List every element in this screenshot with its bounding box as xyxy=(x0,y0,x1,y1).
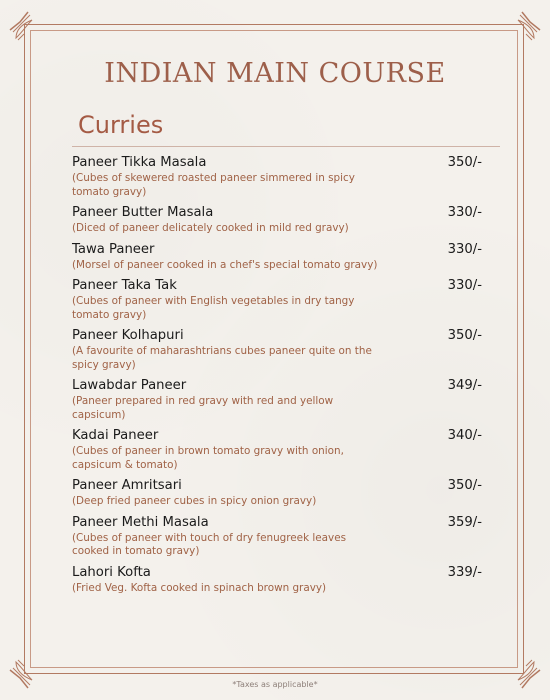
menu-item-description: (Paneer prepared in red gravy with red and yellow capsicum) xyxy=(72,395,334,421)
menu-item-name: Paneer Butter Masala xyxy=(72,205,214,220)
menu-item xyxy=(72,515,490,559)
menu-item-price: 330/- xyxy=(447,241,482,257)
menu-item-description: (A favourite of maharashtrians cubes paneer quite on the spicy gravy) xyxy=(72,345,372,371)
menu-item-name: Paneer Tikka Masala xyxy=(72,155,207,170)
menu-item-price: 330/- xyxy=(447,278,482,293)
section-divider xyxy=(72,146,500,147)
corner-ornament-icon xyxy=(506,10,542,46)
menu-item-name: Paneer Taka Tak xyxy=(72,278,177,293)
menu-item xyxy=(72,428,490,472)
menu-item xyxy=(72,378,490,422)
menu-title: INDIAN MAIN COURSE xyxy=(104,58,446,89)
menu-item-name: Lahori Kofta xyxy=(72,564,151,580)
section-heading: Curries xyxy=(78,111,164,139)
menu-item-name: Paneer Methi Masala xyxy=(72,514,209,530)
menu-item xyxy=(72,242,490,273)
menu-item-price: 350/- xyxy=(447,328,482,343)
menu-item-name: Tawa Paneer xyxy=(72,241,155,257)
menu-item-description: (Deep fried paneer cubes in spicy onion gravy) xyxy=(72,495,317,507)
menu-item-price: 350/- xyxy=(447,155,482,170)
menu-item-name: Lawabdar Paneer xyxy=(72,378,187,393)
corner-ornament-icon xyxy=(8,10,44,46)
menu-item-description: (Diced of paneer delicately cooked in mild red gravy) xyxy=(72,222,349,234)
menu-item-description: (Morsel of paneer cooked in a chef's special tomato gravy) xyxy=(72,258,378,271)
menu-item-list xyxy=(72,155,490,601)
menu-item-price: 350/- xyxy=(447,478,482,493)
menu-item xyxy=(72,478,490,509)
menu-item xyxy=(72,278,490,322)
menu-item-description: (Cubes of skewered roasted paneer simmered in spicy tomato gravy) xyxy=(72,172,355,198)
taxes-note: *Taxes as applicable* xyxy=(232,680,318,689)
menu-item-price: 359/- xyxy=(447,514,482,530)
menu-item xyxy=(72,205,490,236)
menu-item-price: 349/- xyxy=(447,378,482,393)
menu-item-price: 339/- xyxy=(447,564,482,580)
menu-item-price: 330/- xyxy=(447,205,482,220)
menu-item-description: (Cubes of paneer in brown tomato gravy with onion, capsicum & tomato) xyxy=(72,445,344,471)
menu-item-description: (Fried Veg. Kofta cooked in spinach brown gravy) xyxy=(72,581,327,594)
menu-item-name: Kadai Paneer xyxy=(72,428,159,443)
menu-item-name: Paneer Amritsari xyxy=(72,478,182,493)
menu-item xyxy=(72,328,490,372)
menu-item-price: 340/- xyxy=(447,428,482,443)
menu-item xyxy=(72,155,490,199)
menu-item xyxy=(72,565,490,596)
menu-item-description: (Cubes of paneer with English vegetables in dry tangy tomato gravy) xyxy=(72,295,355,321)
menu-item-description: (Cubes of paneer with touch of dry fenugreek leaves cooked in tomato gravy) xyxy=(72,531,346,557)
menu-item-name: Paneer Kolhapuri xyxy=(72,328,184,343)
